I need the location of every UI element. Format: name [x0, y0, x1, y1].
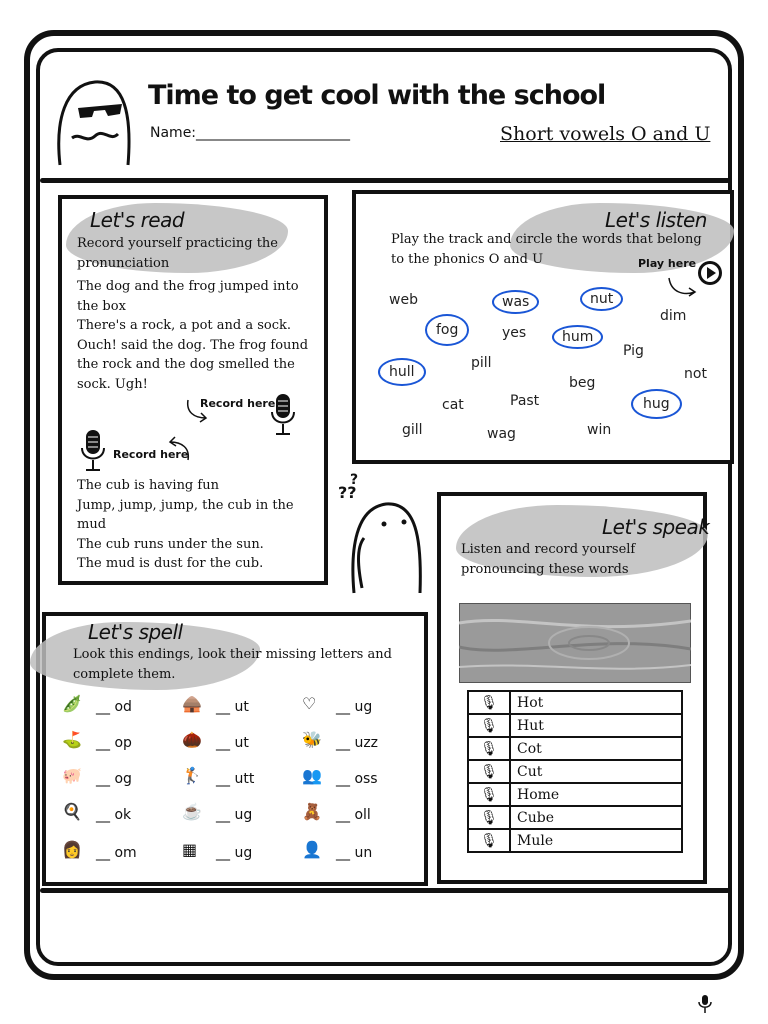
footer-divider: [40, 888, 730, 893]
read-passage-1: [77, 277, 317, 394]
spell-item: [182, 766, 302, 792]
rug-icon: ▦: [182, 840, 198, 859]
svg-text:?: ?: [350, 472, 359, 488]
listen-word-circled[interactable]: hug: [631, 389, 682, 419]
read-line: The cub is having fun: [77, 478, 219, 493]
speak-word: Hut: [510, 714, 682, 737]
mug-icon: ☕: [182, 802, 202, 821]
microphone-icon[interactable]: 🎙: [468, 783, 510, 806]
spell-item: [182, 694, 302, 720]
read-line: Jump, jump, jump, the cub in the mud: [77, 497, 294, 532]
read-passage-2: [77, 476, 317, 574]
spell-ending[interactable]: __ ut: [216, 699, 249, 715]
thinking-character-icon: [336, 468, 428, 598]
read-heading: Let's read: [90, 208, 185, 232]
spell-grid: [62, 694, 412, 868]
listen-word[interactable]: dim: [660, 308, 687, 324]
mug-face-icon: ♡: [302, 694, 317, 713]
listen-word-circled[interactable]: hum: [552, 325, 603, 349]
listen-word[interactable]: yes: [502, 325, 527, 341]
mom-icon: 👩: [62, 840, 82, 859]
svg-text:??: ??: [338, 483, 357, 502]
acorn-icon: 🌰: [182, 730, 202, 749]
spell-instruction: Look this endings, look their missing letters and complete them.: [73, 647, 392, 682]
listen-word[interactable]: cat: [442, 397, 464, 413]
speak-instruction: Listen and record yourself pronouncing these words: [461, 542, 636, 577]
spell-item: [182, 838, 302, 868]
spell-ending[interactable]: __ oss: [336, 771, 378, 787]
table-row: [468, 760, 682, 783]
spell-item: [302, 730, 412, 756]
table-row: [468, 714, 682, 737]
nun-icon: 👤: [302, 840, 322, 859]
cool-character-icon: [50, 70, 140, 170]
golf-club-icon: 🏌: [182, 766, 202, 785]
page-title: Time to get cool with the school: [148, 80, 606, 111]
microphone-icon: [698, 994, 712, 1014]
listen-word[interactable]: win: [587, 422, 612, 438]
speak-word: Home: [510, 783, 682, 806]
spell-ending[interactable]: __ ok: [96, 807, 132, 823]
microphone-icon[interactable]: 🎙: [468, 760, 510, 783]
buzzing-bee-icon: 🐝: [302, 730, 322, 749]
spell-ending[interactable]: __ ut: [216, 735, 249, 751]
table-row: [468, 806, 682, 829]
listen-word[interactable]: gill: [402, 422, 423, 438]
listen-word[interactable]: Past: [510, 393, 540, 409]
spell-item: [182, 730, 302, 756]
microphone-icon[interactable]: 🎙: [468, 737, 510, 760]
read-line: The mud is dust for the cub.: [77, 556, 264, 571]
read-line: The dog and the frog jumped into the box: [77, 279, 299, 314]
record-here-label-2: Record here: [113, 448, 189, 461]
table-row: [468, 829, 682, 852]
read-instruction: Record yourself practicing the pronunciation: [77, 236, 278, 271]
listen-word[interactable]: wag: [487, 426, 516, 442]
spell-ending[interactable]: __ oll: [336, 807, 371, 823]
listen-word[interactable]: Pig: [623, 343, 644, 359]
wood-board-image: [459, 603, 691, 683]
doll-icon: 🧸: [302, 802, 322, 821]
spell-item: [62, 802, 182, 828]
spell-item: [302, 766, 412, 792]
listen-word[interactable]: not: [684, 366, 707, 382]
spell-item: [62, 730, 182, 756]
speak-word: Hot: [510, 691, 682, 714]
listen-word-circled[interactable]: was: [492, 290, 539, 314]
name-field[interactable]: Name:______________________: [150, 125, 351, 141]
spell-ending[interactable]: __ uzz: [336, 735, 379, 751]
microphone-record-button-2[interactable]: [80, 428, 106, 472]
spell-ending[interactable]: __ ug: [336, 699, 373, 715]
spell-item: [62, 838, 182, 868]
microphone-icon[interactable]: 🎙: [468, 691, 510, 714]
microphone-record-button-1[interactable]: [270, 392, 296, 436]
pea-pod-icon: 🫛: [62, 694, 82, 713]
read-line: Ouch! said the dog. The frog found the rock and the dog smelled the sock. Ugh!: [77, 337, 309, 392]
spell-ending[interactable]: __ ug: [216, 807, 253, 823]
spell-ending[interactable]: __ ug: [216, 845, 253, 861]
spell-ending[interactable]: __ un: [336, 845, 373, 861]
spell-item: [62, 766, 182, 792]
spell-item: [182, 802, 302, 828]
speak-word: Cut: [510, 760, 682, 783]
record-here-label-1: Record here: [200, 397, 276, 410]
speak-word: Cube: [510, 806, 682, 829]
cook-icon: 🍳: [62, 802, 82, 821]
header-divider: [40, 178, 730, 183]
hut-icon: 🛖: [182, 694, 202, 713]
spell-heading: Let's spell: [88, 620, 183, 644]
curved-arrow-icon: [184, 398, 210, 424]
page-subtitle: Short vowels O and U: [500, 123, 711, 145]
spell-ending[interactable]: __ utt: [216, 771, 255, 787]
spell-item: [302, 694, 412, 720]
microphone-icon[interactable]: 🎙: [468, 829, 510, 852]
hog-icon: 🐖: [62, 766, 82, 785]
microphone-icon[interactable]: 🎙: [468, 806, 510, 829]
play-button[interactable]: [696, 259, 724, 287]
spell-item: [302, 802, 412, 828]
spell-ending[interactable]: __ op: [96, 735, 132, 751]
listen-word[interactable]: pill: [471, 355, 492, 371]
table-row: [468, 783, 682, 806]
spell-ending[interactable]: __ od: [96, 699, 132, 715]
table-row: [468, 691, 682, 714]
speak-word: Mule: [510, 829, 682, 852]
listen-word[interactable]: beg: [569, 375, 596, 391]
speak-heading: Let's speak: [602, 515, 710, 539]
read-line: The cub runs under the sun.: [77, 536, 264, 552]
listen-word-circled[interactable]: fog: [425, 314, 469, 346]
speak-word: Cot: [510, 737, 682, 760]
listen-heading: Let's listen: [605, 208, 707, 232]
microphone-icon[interactable]: 🎙: [468, 714, 510, 737]
listen-word-circled[interactable]: nut: [580, 287, 623, 311]
play-here-label: Play here: [638, 257, 697, 270]
curved-arrow-icon: [667, 276, 697, 298]
spell-item: [62, 694, 182, 720]
spell-ending[interactable]: __ om: [96, 845, 137, 861]
curved-arrow-icon: [166, 436, 192, 462]
listen-word[interactable]: web: [389, 292, 418, 308]
listen-word-circled[interactable]: hull: [378, 358, 426, 386]
listen-instruction: Play the track and circle the words that belong to the phonics O and U: [391, 232, 702, 267]
flag-climber-icon: ⛳: [62, 730, 82, 749]
speak-word-table: [467, 690, 683, 853]
spell-item: [302, 838, 412, 868]
spell-ending[interactable]: __ og: [96, 771, 132, 787]
table-row: [468, 737, 682, 760]
read-line: There's a rock, a pot and a sock.: [77, 318, 292, 333]
boss-meeting-icon: 👥: [302, 766, 322, 785]
